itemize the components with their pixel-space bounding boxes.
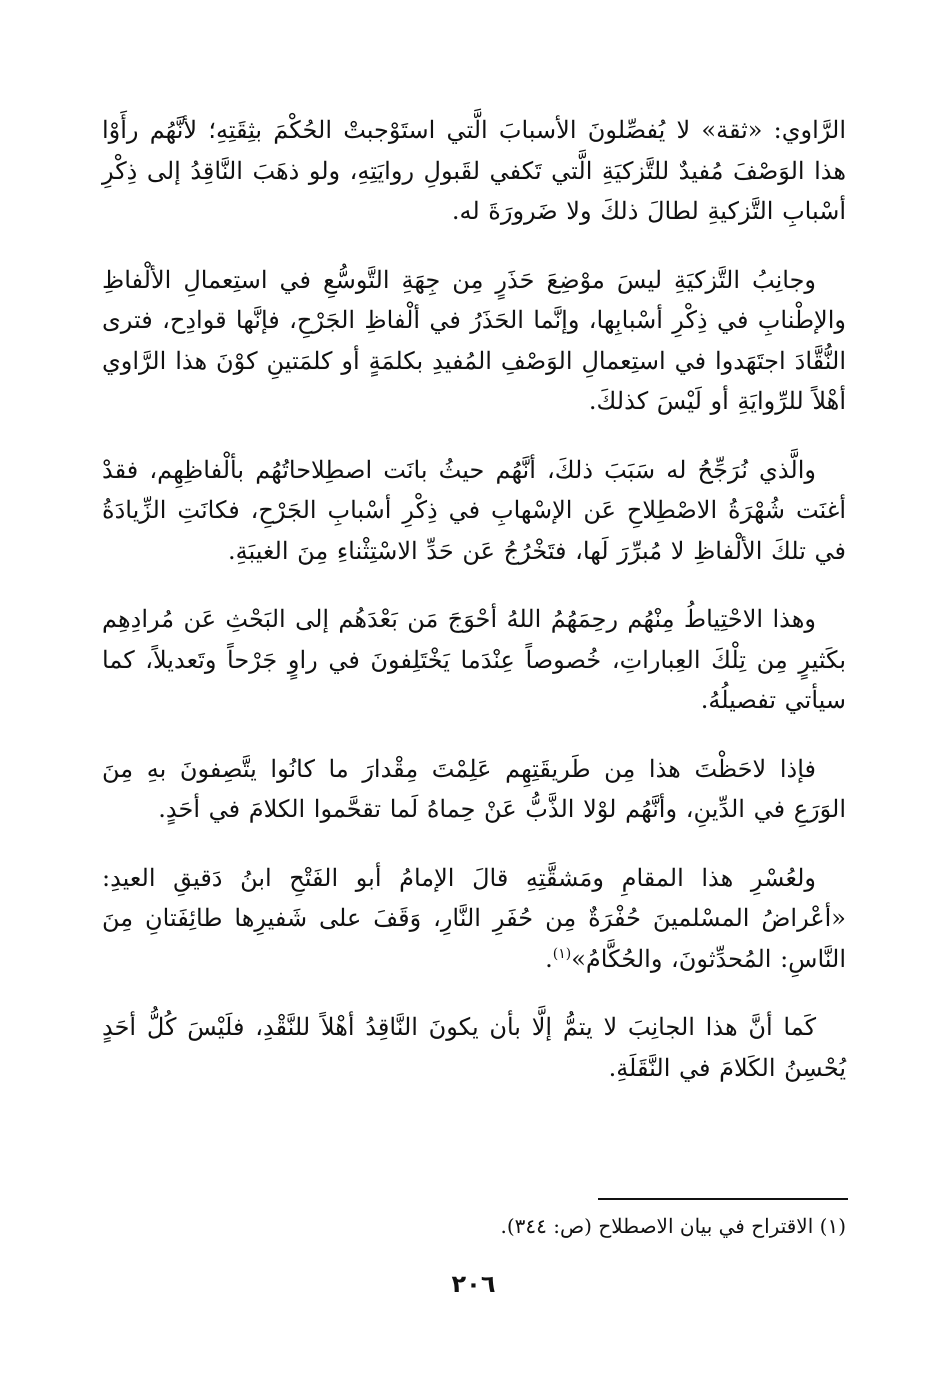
paragraph-7: كَما أنَّ هذا الجانِبَ لا يتمُّ إلَّا بأن يكونَ النَّاقِدُ أهْلاً للنَّقْدِ، فلَيْسَ كُلُّ أحَدٍ يُحْسِنُ الكَلامَ في النَّقَلَةِ. [102, 1013, 846, 1082]
paragraph-6 [102, 858, 846, 980]
paragraph-1: الرَّاوي: «ثقة» لا يُفصِّلونَ الأسبابَ الَّتي استَوْجبتْ الحُكْمَ بثِقَتِهِ؛ لأنَّهُم رأَوْا هذا الوَصْفَ مُفيدٌ للتَّزكيَةِ الَّتي تَكفي لقَبولِ روايَتِهِ، ولو ذهَبَ النَّاقِدُ إلى ذِكْرِ أسْبابِ التَّزكيةِ لطالَ ذلكَ ولا ضَرورَةَ له. [102, 116, 846, 225]
footnote: (١) الاقتراح في بيان الاصطلاح (ص: ٣٤٤). [500, 1214, 846, 1238]
paragraph-6-period: . [545, 944, 553, 973]
page-number: ٢٠٦ [451, 1270, 496, 1298]
paragraph-2: وجانِبُ التَّزكيَةِ ليسَ موْضِعَ حَذَرٍ مِن جِهَةِ التَّوسُّعِ في استِعمالِ الألْفاظِ والإطْنابِ في ذِكْرِ أسْبابِها، وإنَّما الحَذَرُ في ألْفاظِ الجَرْحِ، فإنَّها قوادِح، فترى النُّقَّادَ اجتَهَدوا في استِعمالِ الوَصْفِ المُفيدِ بكلمَةٍ أو كلمَتينِ كوْنَ هذا الرَّاوي أهْلاً للرِّوايَةِ أو لَيْسَ كذلكَ. [102, 265, 846, 415]
paragraph-4: وهذا الاحْتِياطُ مِنْهُم رحِمَهُمُ اللهُ أحْوَجَ مَن بَعْدَهُم إلى البَحْثِ عَن مُرادِهِم بكَثيرٍ مِن تِلْكَ العِباراتِ، خُصوصاً عِنْدَما يَخْتَلِفونَ في راوٍ جَرْحاً وتَعديلاً، كما سيأتي تفصيلُهُ. [102, 605, 846, 714]
paragraph-3: والَّذي نُرَجِّحُ له سَبَبَ ذلكَ، أنَّهُم حيثُ بانَت اصطِلاحاتُهُم بألْفاظِهِم، فقدْ أغنَت شُهْرَةُ الاصْطِلاحِ عَن الإسْهابِ في ذِكْرِ أسْبابِ الجَرْحِ، فكانَتِ الزِّيادَةُ في تلكَ الألْفاظِ لا مُبرِّرَ لَها، فتَخْرُجُ عَن حَدِّ الاسْتِثْناءِ مِنَ الغيبَةِ. [102, 455, 846, 565]
footnote-divider [598, 1198, 848, 1200]
paragraph-5: فإذا لاحَظْتَ هذا مِن طَريقَتِهِم عَلِمْتَ مِقْدارَ ما كانُوا يتَّصِفونَ بهِ مِنَ الوَرَعِ في الدِّينِ، وأنَّهُم لوْلا الذَّبُّ عَنْ حِماهُ لَما تقحَّموا الكلامَ في أحَدٍ. [102, 754, 846, 823]
footnote-reference[interactable]: (١) [552, 945, 572, 962]
paragraph-6-text: ولعُسْرِ هذا المقامِ ومَشقَّتِهِ قالَ الإمامُ أبو الفَتْحِ ابنُ دَقيقِ العيدِ: «أعْراضُ المسْلمينَ حُفْرَةٌ مِن حُفَرِ النَّارِ، وَقَفَ على شَفيرِها طائِفَتانِ مِنَ النَّاسِ: المُحدِّثونَ، والحُكَّامُ» [102, 863, 846, 973]
main-text [102, 110, 846, 1116]
